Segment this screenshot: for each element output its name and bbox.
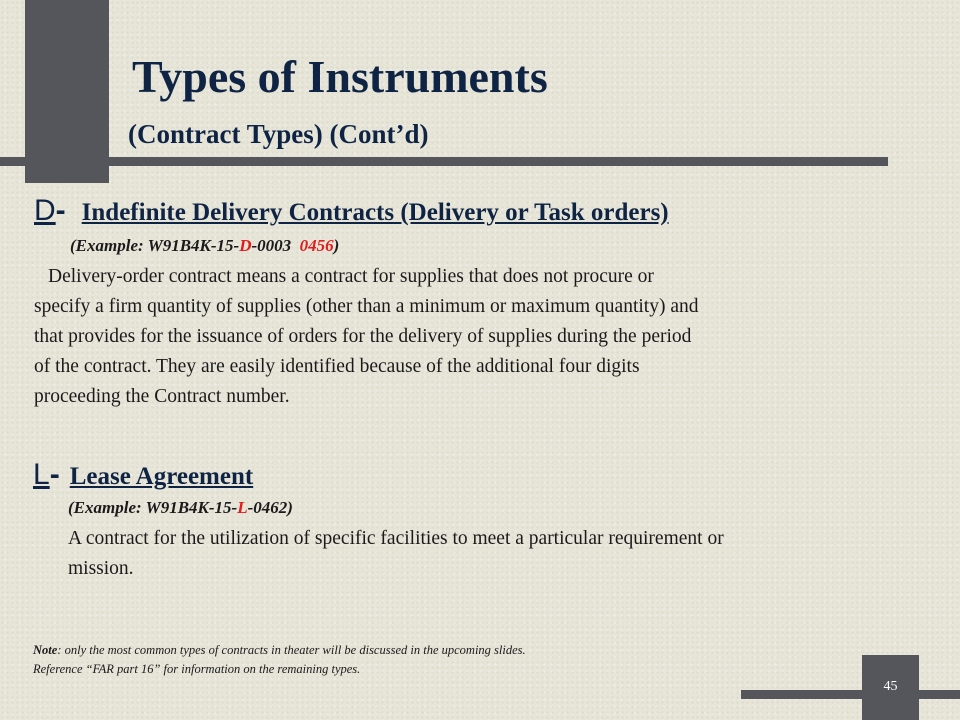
section-l-title: Lease Agreement — [69, 463, 254, 490]
body-line: mission. — [68, 558, 134, 579]
example-prefix: (Example: W91B4K-15- — [68, 498, 238, 517]
section-l-body — [68, 524, 898, 584]
section-l-heading — [33, 460, 253, 490]
page-number: 45 — [883, 679, 898, 694]
section-d-letter: D — [34, 194, 56, 227]
footer-bar — [741, 690, 960, 699]
body-line: Delivery-order contract means a contract for supplies that does not procure or — [48, 266, 654, 287]
body-line: that provides for the issuance of orders for the delivery of supplies during the period — [34, 326, 692, 347]
decorative-left-block — [25, 0, 109, 183]
example-close: ) — [333, 236, 340, 255]
example-number: -0462) — [247, 498, 293, 517]
footnote — [33, 641, 526, 679]
section-l-example — [68, 499, 293, 516]
section-d-example — [70, 237, 339, 254]
body-line: specify a firm quantity of supplies (other than a minimum or maximum quantity) and — [34, 296, 699, 317]
section-d-body — [34, 262, 914, 412]
example-order-suffix: 0456 — [299, 236, 334, 255]
section-d-dash: - — [55, 194, 66, 227]
section-d-title: Indefinite Delivery Contracts (Delivery or Task orders) — [81, 199, 669, 226]
body-line: A contract for the utilization of specific facilities to meet a particular requirement or — [68, 528, 724, 549]
slide-title: Types of Instruments — [132, 51, 548, 102]
section-l-dash: - — [49, 458, 60, 491]
example-prefix: (Example: W91B4K-15- — [70, 236, 240, 255]
example-code-letter: D — [239, 236, 252, 255]
section-l-letter: L — [33, 458, 50, 491]
footnote-label: Note — [33, 643, 58, 657]
example-code-letter: L — [237, 498, 248, 517]
footnote-line-2: Reference “FAR part 16” for information on the remaining types. — [33, 662, 361, 676]
title-underline-bar — [0, 157, 888, 166]
example-number: -0003 — [251, 236, 300, 255]
body-line: of the contract. They are easily identified because of the additional four digits — [34, 356, 640, 377]
footnote-text: : only the most common types of contracts in theater will be discussed in the upcoming slides. — [57, 643, 526, 657]
slide-subtitle: (Contract Types) (Cont’d) — [128, 119, 429, 149]
footnote-line-1 — [33, 641, 526, 660]
section-d-heading — [34, 196, 669, 226]
body-line: proceeding the Contract number. — [34, 386, 290, 407]
